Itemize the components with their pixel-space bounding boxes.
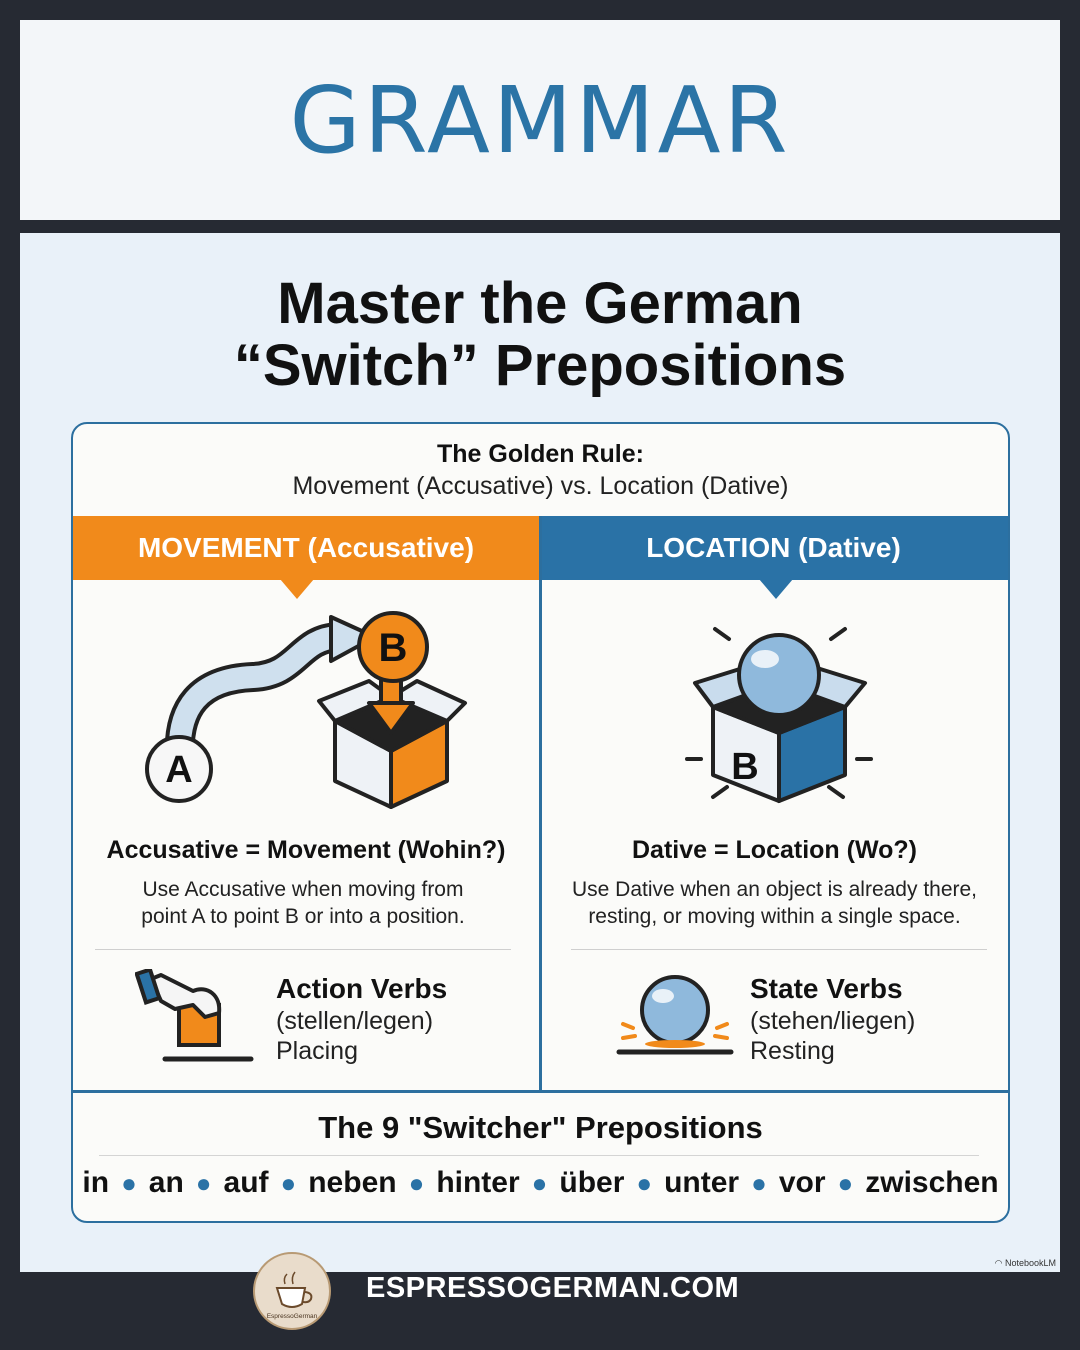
- rule-card: [71, 422, 1010, 1223]
- switchers-list: [73, 1166, 1008, 1200]
- golden-rule-label: The Golden Rule:: [437, 440, 644, 468]
- movement-description-line-1: Use Accusative when moving from: [142, 878, 464, 901]
- action-verbs-examples: (stellen/legen): [276, 1007, 434, 1035]
- movement-title: Accusative = Movement (Wohin?): [106, 836, 506, 864]
- switchers-divider: [73, 1090, 1008, 1093]
- bullet-dot-icon: ●: [408, 1167, 425, 1198]
- espresso-cup-logo-icon: [253, 1252, 331, 1330]
- notebooklm-label: NotebookLM: [1004, 1258, 1056, 1268]
- point-a-icon: [147, 737, 211, 801]
- movement-illustration: [133, 609, 473, 809]
- preposition-item: auf: [223, 1166, 269, 1199]
- hand-placing-box-icon: [135, 969, 255, 1069]
- bullet-dot-icon: ●: [531, 1167, 548, 1198]
- location-header: LOCATION (Dative): [539, 516, 1008, 580]
- location-description: [541, 876, 1008, 930]
- notebooklm-icon: ◠: [994, 1258, 1003, 1268]
- resting-ball-icon: [613, 972, 738, 1062]
- column-divider: [539, 516, 542, 1090]
- switchers-rule: [99, 1155, 979, 1156]
- golden-rule: [73, 424, 1008, 516]
- bullet-dot-icon: ●: [837, 1167, 854, 1198]
- bullet-dot-icon: ●: [195, 1167, 212, 1198]
- location-illustration: [673, 619, 883, 809]
- golden-rule-text: Movement (Accusative) vs. Location (Dative): [292, 472, 789, 500]
- preposition-item: unter: [664, 1166, 740, 1199]
- point-b-label: B: [378, 626, 408, 670]
- footer-site-link[interactable]: ESPRESSOGERMAN.COM: [366, 1272, 740, 1304]
- title-line-1: Master the German: [277, 271, 803, 336]
- infographic-panel: [20, 233, 1060, 1272]
- logo-text: EspressoGerman: [266, 1313, 318, 1320]
- action-verbs-meaning: Placing: [276, 1037, 358, 1065]
- bullet-dot-icon: ●: [280, 1167, 297, 1198]
- preposition-item: zwischen: [865, 1166, 999, 1199]
- header-banner: [20, 20, 1060, 220]
- state-verbs-meaning: Resting: [750, 1037, 835, 1065]
- box-closed-icon: [695, 635, 865, 801]
- location-box-label: B: [731, 746, 759, 788]
- bullet-dot-icon: ●: [751, 1167, 767, 1198]
- state-verbs-title: State Verbs: [750, 973, 903, 1004]
- location-title: Dative = Location (Wo?): [632, 836, 917, 864]
- location-header-pointer: [759, 579, 793, 599]
- location-description-line-1: Use Dative when an object is already there,: [571, 878, 978, 901]
- title-line-2: “Switch” Prepositions: [233, 333, 847, 398]
- notebooklm-watermark: [995, 1258, 1056, 1269]
- preposition-item: in: [82, 1166, 110, 1199]
- bullet-dot-icon: ●: [636, 1167, 653, 1198]
- action-verbs-title: Action Verbs: [276, 973, 448, 1004]
- preposition-item: vor: [778, 1166, 826, 1199]
- movement-description-line-2: point A to point B or into a position.: [141, 905, 465, 928]
- movement-header: MOVEMENT (Accusative): [73, 516, 539, 580]
- point-a-label: A: [165, 749, 193, 791]
- location-separator: [571, 949, 987, 950]
- movement-description: [73, 876, 533, 930]
- movement-separator: [95, 949, 511, 950]
- bullet-dot-icon: ●: [121, 1167, 137, 1198]
- header-title: GRAMMAR: [289, 66, 791, 174]
- preposition-item: an: [148, 1166, 184, 1199]
- infographic-title: [20, 273, 1060, 397]
- movement-header-pointer: [280, 579, 314, 599]
- preposition-item: hinter: [436, 1166, 520, 1199]
- preposition-item: neben: [308, 1166, 397, 1199]
- location-description-line-2: resting, or moving within a single space.: [588, 905, 961, 928]
- preposition-item: über: [559, 1166, 625, 1199]
- state-verbs-examples: (stehen/liegen): [750, 1007, 916, 1035]
- switchers-title: The 9 "Switcher" Prepositions: [318, 1110, 763, 1145]
